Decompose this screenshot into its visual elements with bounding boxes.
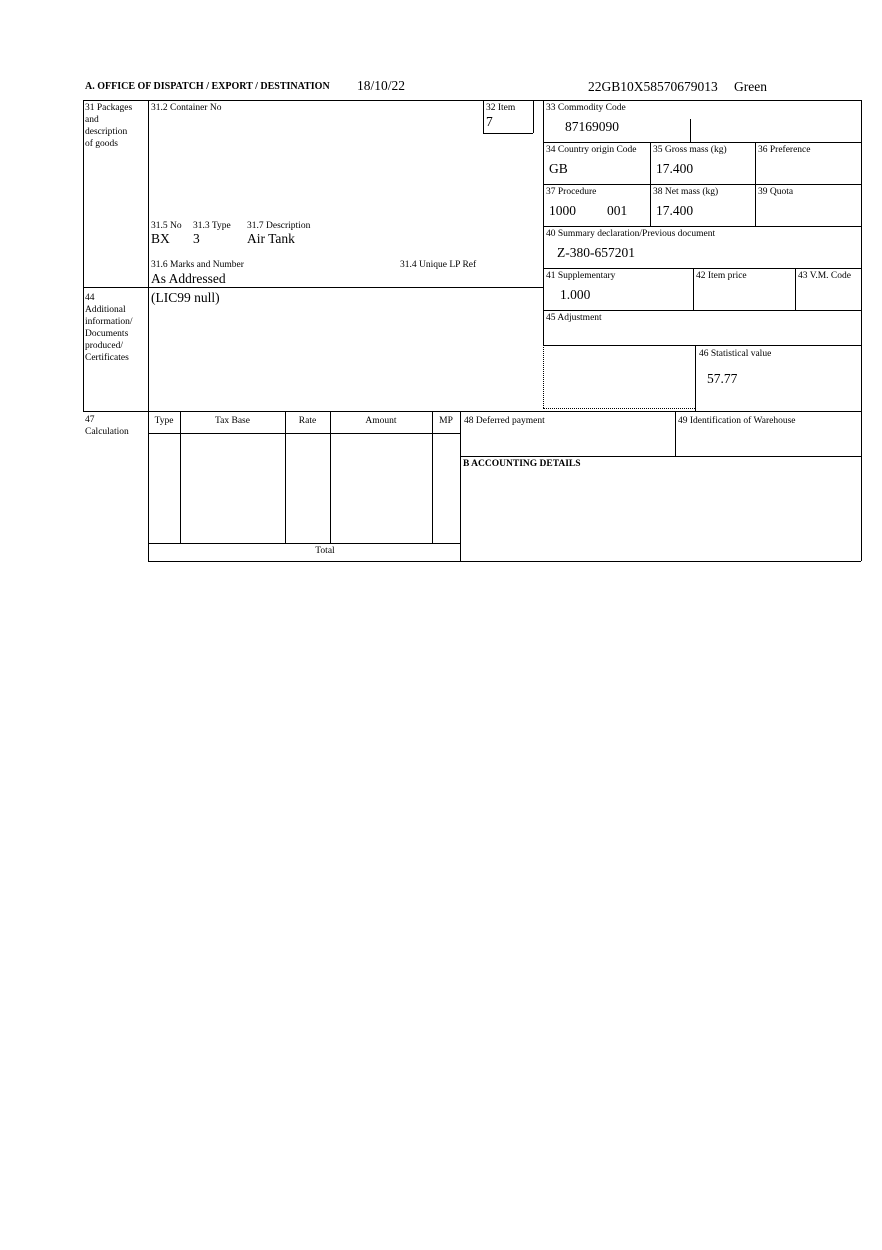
dispatch-date: 18/10/22 [357,78,406,93]
box44-sidebar-line: Additional [85,305,126,315]
procedure-value-1: 1000 [549,203,576,218]
grid-line-h [148,561,861,562]
marks-number-value: As Addressed [151,271,226,286]
grid-line-v [861,100,862,561]
box31-sidebar-line: description [85,127,128,137]
grid-line-v [180,411,181,543]
net-mass-label: 38 Net mass (kg) [653,187,719,197]
marks-number-label: 31.6 Marks and Number [151,260,244,270]
grid-line-v [483,100,484,133]
commodity-code-value: 87169090 [565,119,619,134]
grid-line-h [543,268,861,269]
grid-line-v [330,411,331,543]
grid-line-h [543,310,861,311]
box47-sidebar-line: Calculation [85,427,129,437]
packages-description-value: Air Tank [247,231,295,246]
grid-line-h [460,456,861,457]
grid-line-h [83,411,861,412]
additional-information-value: (LIC99 null) [151,290,220,305]
declaration-reference: 22GB10X58570679013 [588,79,718,94]
box44-sidebar-line: Certificates [85,353,129,363]
supplementary-value: 1.000 [560,287,591,302]
item-price-label: 42 Item price [696,271,747,281]
calc-column-header-type: Type [154,416,174,426]
grid-line-v [795,268,796,310]
grid-line-v [675,411,676,456]
country-origin-value: GB [549,161,568,176]
preference-label: 36 Preference [758,145,811,155]
box31-sidebar-line: of goods [85,139,118,149]
supplementary-label: 41 Supplementary [546,271,616,281]
gross-mass-value: 17.400 [656,161,694,176]
dotted-line-v [543,345,544,408]
container-no-label: 31.2 Container No [151,103,222,113]
summary-declaration-label: 40 Summary declaration/Previous document [546,229,716,239]
packages-type-label: 31.3 Type [193,221,231,231]
box31-sidebar-line: 31 Packages [85,103,133,113]
commodity-code-separator-line [690,119,691,142]
calc-total-label: Total [315,546,335,556]
grid-line-h [83,100,861,101]
commodity-code-label: 33 Commodity Code [546,103,626,113]
grid-line-v [693,268,694,310]
gross-mass-label: 35 Gross mass (kg) [653,145,727,155]
box44-sidebar-line: Documents [85,329,129,339]
box44-sidebar-line: 44 [85,293,95,303]
grid-line-h [543,184,861,185]
vm-code-label: 43 V.M. Code [798,271,851,281]
grid-line-v [148,100,149,561]
grid-line-v [543,100,544,345]
calc-column-header-rate: Rate [298,416,317,426]
grid-line-h [483,133,533,134]
grid-line-h [543,142,861,143]
calc-column-header-amount: Amount [365,416,397,426]
calc-column-header-mp: MP [439,416,453,426]
warehouse-identification-label: 49 Identification of Warehouse [678,416,796,426]
packages-description-label: 31.7 Description [247,221,311,231]
grid-line-h [83,287,543,288]
box31-sidebar-line: and [85,115,99,125]
grid-line-v [650,142,651,226]
statistical-value-value: 57.77 [707,371,738,386]
routing-indicator: Green [734,79,767,94]
grid-line-v [695,345,696,411]
grid-line-v [285,411,286,543]
box47-sidebar-line: 47 [85,415,95,425]
procedure-label: 37 Procedure [546,187,597,197]
item-value: 7 [486,114,493,129]
box44-sidebar-line: produced/ [85,341,123,351]
item-label: 32 Item [486,103,516,113]
grid-line-v [533,100,534,133]
statistical-value-label: 46 Statistical value [699,349,772,359]
net-mass-value: 17.400 [656,203,694,218]
procedure-value-2: 001 [607,203,628,218]
packages-no-label: 31.5 No [151,221,182,231]
grid-line-h [543,226,861,227]
grid-line-v [460,411,461,561]
packages-type-value: 3 [193,231,200,246]
accounting-details-heading: B ACCOUNTING DETAILS [463,459,581,469]
grid-line-v [755,142,756,226]
grid-line-h [543,345,861,346]
summary-declaration-value: Z-380-657201 [557,245,635,260]
section-a-heading: A. OFFICE OF DISPATCH / EXPORT / DESTINATION [85,81,330,92]
country-origin-label: 34 Country origin Code [546,145,637,155]
box44-sidebar-line: information/ [85,317,133,327]
packages-no-value: BX [151,231,170,246]
deferred-payment-label: 48 Deferred payment [464,416,545,426]
dotted-line-h [543,408,695,409]
adjustment-label: 45 Adjustment [546,313,602,323]
grid-line-h [148,543,460,544]
grid-line-v [432,411,433,543]
grid-line-v [83,100,84,411]
grid-line-h [148,433,460,434]
unique-lp-ref-label: 31.4 Unique LP Ref [400,260,477,270]
quota-label: 39 Quota [758,187,794,197]
calc-column-header-tax-base: Tax Base [215,416,250,426]
